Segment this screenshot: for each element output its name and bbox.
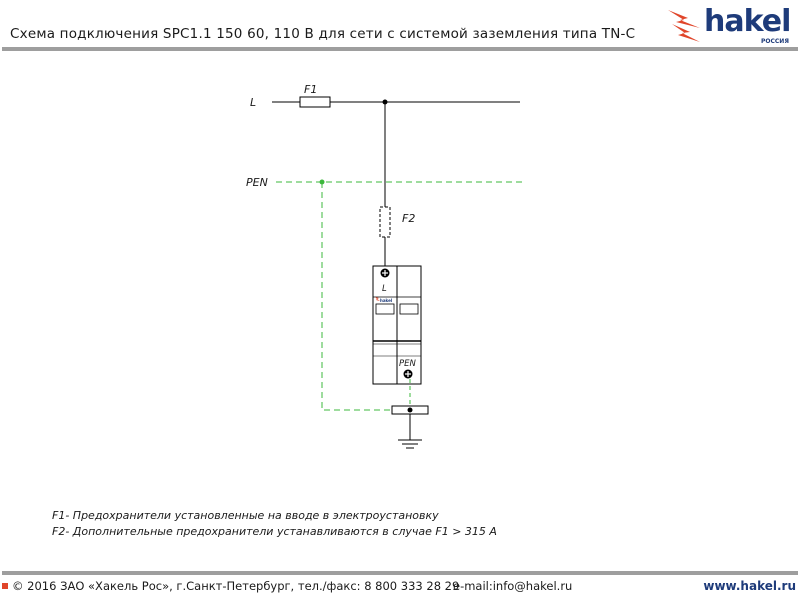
footer-divider xyxy=(2,571,798,575)
line-PEN-label: PEN xyxy=(246,176,268,189)
fuse-f1 xyxy=(300,97,330,107)
device-brand: hakel xyxy=(380,298,393,303)
logo-subtitle: РОССИЯ xyxy=(761,38,789,45)
fuse-f2-label: F2 xyxy=(402,212,416,225)
device-terminal-PEN-label: PEN xyxy=(399,359,416,369)
footer-bullet-icon xyxy=(2,583,8,589)
fuse-f1-label: F1 xyxy=(304,83,318,96)
logo-wordmark: hakel xyxy=(704,4,791,39)
ground-junction xyxy=(408,408,413,413)
line-L-label: L xyxy=(250,96,257,109)
fuse-f2 xyxy=(380,207,390,237)
note-f1: F1- Предохранители установленные на вводе в электроустановку xyxy=(52,509,439,522)
note-f2: F2- Дополнительные предохранители устанавливаются в случае F1 > 315 А xyxy=(52,525,497,538)
footer-email-link[interactable]: e-mail:info@hakel.ru xyxy=(453,579,573,593)
page-title: Схема подключения SPC1.1 150 60, 110 В для сети с системой заземления типа TN-C xyxy=(10,26,636,42)
earth-ground-icon xyxy=(398,440,422,448)
footer-website-link[interactable]: www.hakel.ru xyxy=(703,579,796,593)
footer xyxy=(0,578,800,596)
device-terminal-L-label: L xyxy=(382,284,387,294)
footer-copyright: © 2016 ЗАО «Хакель Рос», г.Санкт-Петербург, тел./факс: 8 800 333 28 29 xyxy=(12,579,460,593)
